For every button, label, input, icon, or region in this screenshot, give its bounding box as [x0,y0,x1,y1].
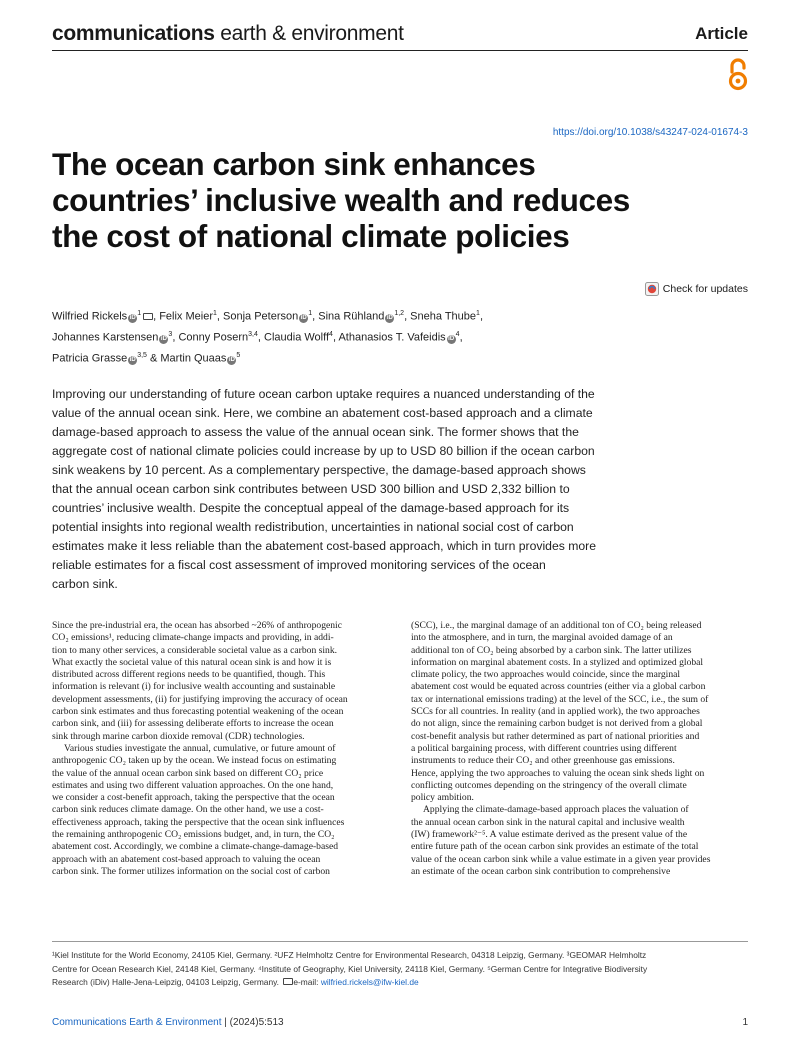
body-line: an estimate of the ocean carbon sink contribution to comprehensive [411,865,671,877]
footnote-rule [52,941,748,942]
author-affiliation: 1 [476,310,480,317]
body-line: abatement cost would be equated across countries (either via a global carbon [411,681,706,693]
journal-name-rest: earth & environment [214,22,404,45]
author-affiliation: 3,4 [248,331,258,339]
body-line: carbon sink reduces climate damage. On the other hand, we use a cost- [52,804,324,816]
title-line: countries’ inclusive wealth and reduces [52,182,630,218]
title-line: the cost of national climate policies [52,218,570,254]
email-link[interactable]: wilfried.rickels@ifw-kiel.de [320,977,419,987]
abstract-line: damage-based approach to assess the value of the annual ocean sink. The former shows that the [52,425,579,439]
footer-journal[interactable]: Communications Earth & Environment [52,1017,222,1028]
orcid-icon[interactable]: iD [228,356,235,363]
body-line: the value of the annual ocean carbon sink based on different CO₂ price [52,767,324,779]
journal-name [52,20,404,48]
body-line: (IW) framework²⁻⁵. A value estimate derived as the present value of the [411,829,688,841]
body-line: into the atmosphere, and in turn, the marginal avoided damage of an [411,632,673,644]
body-line: abatement cost. Accordingly, we combine a climate-change-damage-based [52,841,338,853]
email-label: e-mail: [293,977,321,987]
body-line: approach with an abatement cost-based approach to valuing the ocean [52,853,321,865]
body-line: information on marginal abatement costs. In a stylized and optimized global [411,656,704,668]
orcid-icon[interactable]: iD [386,314,393,321]
author-separator: , [459,331,463,344]
author-name: , Sonja Peterson [216,310,299,323]
affiliations-footnote [52,949,752,990]
email-icon [283,978,293,985]
author-affiliation: 1 [213,310,217,317]
abstract-line: sink weakens by 10 percent. As a complementary perspective, the damage-based approach shows [52,463,586,477]
abstract-line: carbon sink. [52,577,118,591]
body-line: instruments to reduce their CO₂ and other greenhouse gas emissions. [411,755,675,767]
author-name: & Martin Quaas [146,352,227,365]
body-line: policy ambition. [411,792,474,804]
body-line: development assessments, (ii) for justifying improving the accuracy of ocean [52,693,348,705]
body-column-right [411,620,751,878]
body-line: carbon sink estimates and thus forecasting potential weakening of the ocean [52,706,344,718]
body-line: we consider a cost-benefit approach, taking the perspective that the ocean [52,792,335,804]
body-line: anthropogenic CO₂ taken up by the ocean. We instead focus on estimating [52,755,337,767]
body-line: estimates and using two different valuation approaches. On the one hand, [52,779,334,791]
orcid-icon[interactable]: iD [448,335,455,342]
body-line: sink through marine carbon dioxide removal (CDR) technologies. [52,730,305,742]
abstract-line: reliable estimates for a fiscal cost assessment of improved monitoring services of the ocean [52,558,546,572]
body-line: a political bargaining process, with different countries using different [411,742,677,754]
author-line [52,326,752,347]
body-line: carbon sink, and (iii) for assessing deliberate efforts to increase the ocean [52,718,334,730]
body-line: Hence, applying the two approaches to valuing the ocean sink sheds light on [411,767,705,779]
body-line: Since the pre-industrial era, the ocean has absorbed ~26% of anthropogenic [52,620,342,631]
body-line: Various studies investigate the annual, cumulative, or future amount of [64,742,336,754]
author-name: Wilfried Rickels [52,310,128,323]
check-for-updates-icon [645,282,659,296]
abstract-line: Improving our understanding of future ocean carbon uptake requires a nuanced understanding of the [52,387,595,401]
author-name: Johannes Karstensen [52,331,159,344]
body-line: tax or international emissions trading) at the level of the SCC, i.e., the sum of [411,693,709,705]
title-line: The ocean carbon sink enhances [52,146,536,182]
body-line: the annual ocean carbon sink in the natural capital and inclusive wealth [411,816,685,828]
author-name: , Sina Rühland [312,310,385,323]
author-line [52,305,752,326]
author-affiliation: 4 [329,331,333,339]
body-line: information is relevant (i) for inclusive wealth accounting and sustainable [52,681,336,693]
body-line: effectiveness approach, taking the perspective that the ocean sink influences [52,816,345,828]
author-affiliation: 1 [137,310,142,317]
author-affiliation: 1,2 [394,310,405,317]
footnote-line: ¹Kiel Institute for the World Economy, 24105 Kiel, Germany. ²UFZ Helmholtz Centre for Environmental Research, 04318 Leipzig, Germany. ³GEOMAR Helmholtz [52,950,647,960]
author-affiliation: 3,5 [137,352,147,360]
author-line [52,347,752,368]
check-for-updates-button[interactable] [645,282,748,296]
footer-volume: | (2024)5:513 [221,1017,284,1028]
open-access-icon [727,58,749,92]
author-name: , Conny Posern [172,331,249,344]
footer-citation [52,1017,284,1028]
body-line: carbon sink. The former utilizes information on the social cost of carbon [52,865,330,877]
body-line: distributed across different regions needs to be quantified, though. This [52,669,326,681]
author-name: , Claudia Wolff [257,331,330,344]
orcid-icon[interactable]: iD [300,314,307,321]
author-separator: , [479,310,483,323]
author-list [52,305,752,368]
article-type: Article [695,24,748,43]
check-for-updates-label: Check for updates [662,283,748,295]
abstract [52,385,652,594]
body-line: conflicting outcomes depending on the stringency of the overall climate [411,779,687,791]
page-number: 1 [742,1017,748,1028]
author-affiliation: 1 [308,310,313,317]
body-line: climate policy, the two approaches would coincide, since the marginal [411,669,681,681]
body-line: entire future path of the ocean carbon sink provides an estimate of the total [411,841,699,853]
author-affiliation: 3 [168,331,173,339]
author-affiliation: 4 [455,331,460,339]
footnote-line: Centre for Ocean Research Kiel, 24148 Kiel, Germany. ⁴Institute of Geography, Kiel University, 24118 Kiel, Germany. ⁵German Centre for Integrative Biodiversity [52,963,648,974]
author-name: Patricia Grasse [52,352,128,365]
body-line: (SCC), i.e., the marginal damage of an additional ton of CO₂ being released [411,620,702,631]
article-title [52,146,752,254]
abstract-line: countries’ inclusive wealth. Despite the conceptual appeal of the damage-based approach for its [52,501,570,515]
body-line: Applying the climate-damage-based approach places the valuation of [423,804,689,816]
abstract-line: aggregate cost of national climate policies could increase by up to USD 80 billion if the ocean carbon [52,444,595,458]
journal-name-bold: communications [52,22,215,45]
author-name: , Sneha Thube [404,310,477,323]
body-column-left [52,620,392,878]
email-icon[interactable] [143,313,153,320]
abstract-line: potential insights into regional wealth redistribution, uncertainties in national social cost of carbon [52,520,574,534]
abstract-line: that the annual ocean carbon sink contributes between USD 300 billion and USD 2,332 billion to [52,482,570,496]
body-line: the remaining anthropogenic CO₂ emissions budget, and, in turn, the CO₂ [52,829,335,841]
body-line: SCCs for all countries. In reality (and in applied work), the two approaches [411,706,700,718]
header-rule [52,50,748,51]
footnote-text: Research (iDiv) Halle-Jena-Leipzig, 04103 Leipzig, Germany. [52,977,282,987]
abstract-line: estimates make it less reliable than the abatement cost-based approach, which in turn provides more [52,539,596,553]
body-line: What exactly the societal value of this natural ocean sink is and how it is [52,656,332,668]
author-name: , Felix Meier [153,310,213,323]
body-line: value of the ocean carbon sink while a value estimate in a given year provides [411,853,711,865]
author-affiliation: 5 [236,352,241,360]
orcid-icon[interactable]: iD [129,314,136,321]
orcid-icon[interactable]: iD [160,335,167,342]
doi-link[interactable]: https://doi.org/10.1038/s43247-024-01674-3 [552,127,748,138]
body-line: tion to many other services, a considerable societal value as a carbon sink. [52,644,338,656]
body-line: additional ton of CO₂ being absorbed by a carbon sink. The latter utilizes [411,644,692,656]
footnote-line [52,976,752,990]
author-name: , Athanasios T. Vafeidis [332,331,446,344]
body-line: do not align, since the remaining carbon budget is not derived from a global [411,718,703,730]
body-line: cost-benefit analysis but rather determined as part of national priorities and [411,730,700,742]
abstract-line: value of the annual ocean sink. Here, we combine an abatement cost-based approach and a climate [52,406,593,420]
body-line: CO₂ emissions¹, reducing climate-change impacts and providing, in addi- [52,632,334,644]
orcid-icon[interactable]: iD [129,356,136,363]
